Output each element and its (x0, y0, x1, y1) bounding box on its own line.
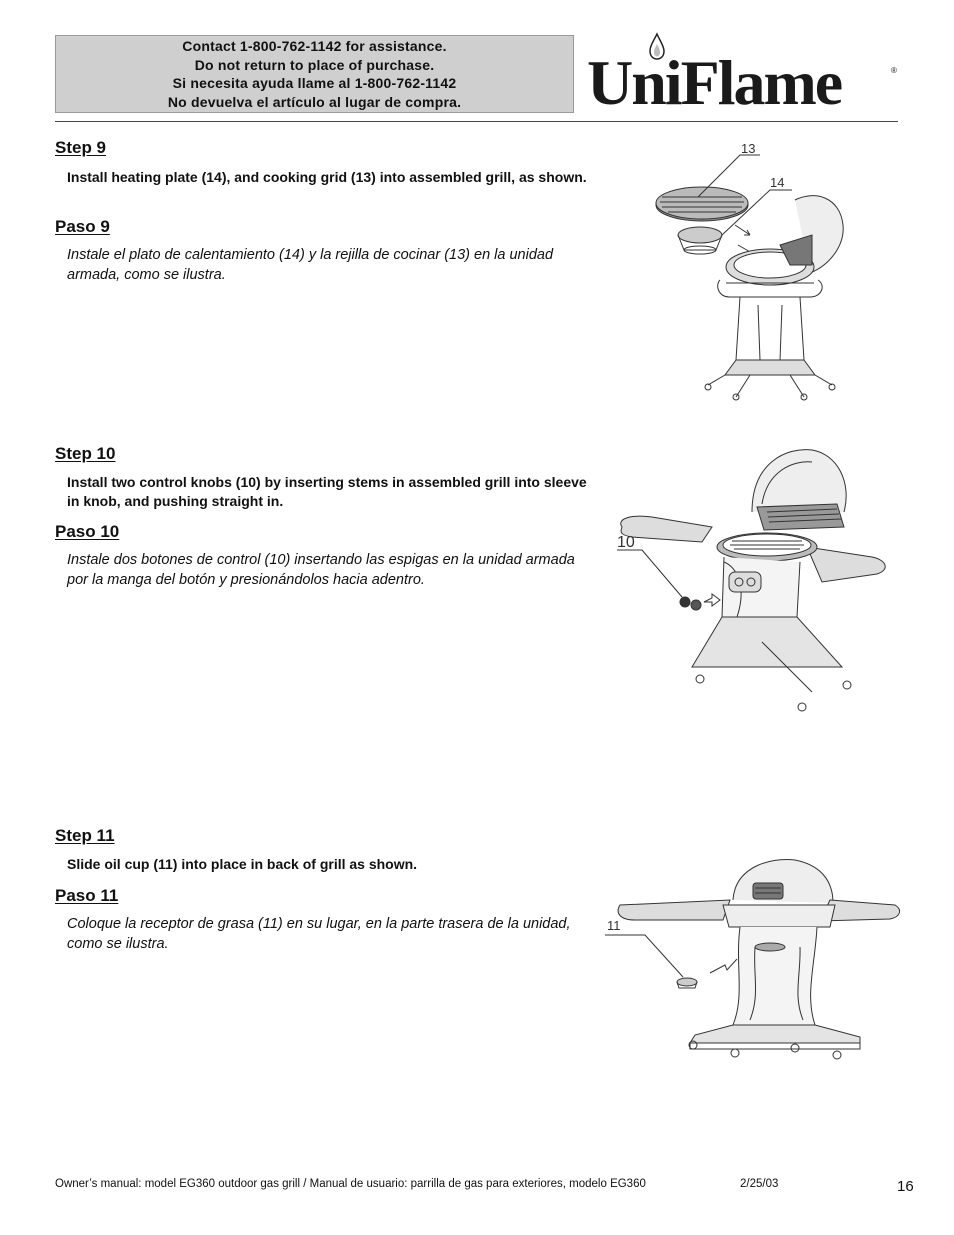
contact-line: Si necesita ayuda llame al 1-800-762-1142 (172, 75, 457, 91)
paso-11-text: Coloque la receptor de grasa (11) en su lugar, en la parte trasera de la unidad, como se ilustra. (67, 916, 571, 952)
step-11-illustration (605, 855, 905, 1065)
logo-registered-mark: ® (891, 66, 897, 75)
step-10-illustration (612, 442, 897, 717)
callout-10: 10 (617, 534, 635, 551)
contact-line: No devuelva el artículo al lugar de compra. (167, 93, 462, 110)
logo-text: UniFlame (587, 47, 842, 118)
paso-10-text: Instale dos botones de control (10) insertando las espigas en la unidad armada por la manga del botón y presionándolos hacia adentro. (67, 552, 575, 588)
step-10-title: Step 10 (55, 444, 116, 463)
contact-line: Do not return to place of purchase. (194, 56, 435, 73)
step-9-text: Install heating plate (14), and cooking grid (13) into assembled grill, as shown. (67, 169, 587, 185)
callout-11: 11 (607, 918, 621, 933)
step-9-title: Step 9 (55, 138, 107, 157)
paso-9-text: Instale el plato de calentamiento (14) y la rejilla de cocinar (13) en la unidad armada, como se ilustra. (67, 247, 554, 283)
grill-heating-plate-diagram (640, 135, 870, 410)
callout-13: 13 (741, 141, 756, 156)
uniflame-logo (585, 30, 905, 118)
step-11-title: Step 11 (55, 826, 115, 845)
contact-line: Contact 1-800-762-1142 for assistance. (182, 38, 447, 54)
grill-control-knobs-diagram (612, 442, 897, 717)
grill-oil-cup-diagram (605, 855, 905, 1065)
step-9-illustration (640, 135, 870, 410)
header-divider (55, 121, 898, 122)
callout-14: 14 (770, 175, 785, 190)
step-10-text: Install two control knobs (10) by inserting stems in assembled grill into sleeve in knob, and pushing straight in. (67, 474, 587, 509)
paso-9-title: Paso 9 (55, 217, 110, 236)
footer-date: 2/25/03 (740, 1178, 779, 1190)
step-11-text: Slide oil cup (11) into place in back of grill as shown. (67, 856, 418, 872)
footer-manual-text: Owner’s manual: model EG360 outdoor gas grill / Manual de usuario: parrilla de gas para exteriores, modelo EG360 (55, 1178, 646, 1190)
paso-11-title: Paso 11 (55, 886, 119, 905)
paso-10-title: Paso 10 (55, 522, 120, 541)
contact-box (55, 35, 574, 113)
page-number: 16 (897, 1178, 914, 1195)
